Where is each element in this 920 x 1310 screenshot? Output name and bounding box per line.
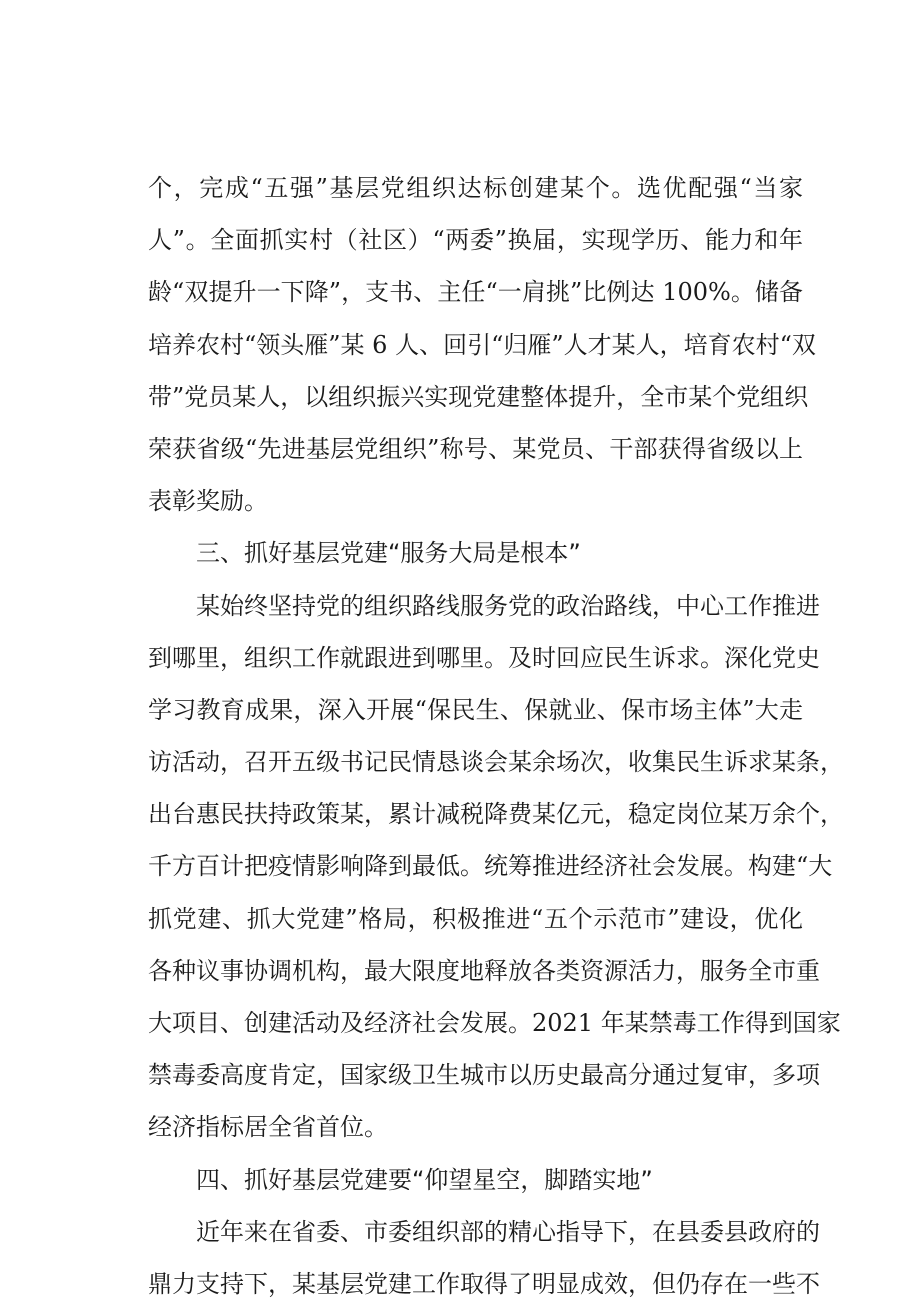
section-3-paragraph (148, 580, 844, 1154)
document-body (148, 162, 844, 1310)
paragraph-line: 出台惠民扶持政策某，累计减税降费某亿元，稳定岗位某万余个， (148, 800, 844, 829)
paragraph-line: 经济指标居全省首位。 (148, 1113, 388, 1142)
paragraph-line: 表彰奖励。 (148, 487, 268, 516)
paragraph-line: 学习教育成果，深入开展“保民生、保就业、保市场主体”大走 (148, 695, 803, 724)
paragraph-line: 鼎力支持下，某基层党建工作取得了明显成效，但仍存在一些不 (148, 1269, 820, 1298)
paragraph-line: 带”党员某人，以组织振兴实现党建整体提升，全市某个党组织 (148, 382, 809, 411)
paragraph-line: 千方百计把疫情影响降到最低。统筹推进经济社会发展。构建“大 (148, 852, 833, 881)
paragraph-1 (148, 162, 816, 527)
paragraph-line: 人”。全面抓实村（社区）“两委”换届，实现学历、能力和年 (148, 226, 803, 255)
paragraph-line: 某始终坚持党的组织路线服务党的政治路线，中心工作推进 (196, 591, 820, 620)
paragraph-line: 禁毒委高度肯定，国家级卫生城市以历史最高分通过复审，多项 (148, 1061, 820, 1090)
section-3-heading: 三、抓好基层党建“服务大局是根本” (196, 539, 581, 568)
section-4-paragraph (148, 1206, 820, 1310)
paragraph-line: 龄“双提升一下降”，支书、主任“一肩挑”比例达 100%。储备 (148, 278, 803, 307)
paragraph-line: 各种议事协调机构，最大限度地释放各类资源活力，服务全市重 (148, 956, 820, 985)
paragraph-line: 大项目、创建活动及经济社会发展。2021 年某禁毒工作得到国家 (148, 1009, 841, 1037)
section-4-heading: 四、抓好基层党建要“仰望星空，脚踏实地” (196, 1165, 653, 1194)
paragraph-line: 到哪里，组织工作就跟进到哪里。及时回应民生诉求。深化党史 (148, 643, 820, 672)
paragraph-line: 访活动，召开五级书记民情恳谈会某余场次，收集民生诉求某条， (148, 748, 844, 777)
paragraph-line: 抓党建、抓大党建”格局，积极推进“五个示范市”建设，优化 (148, 904, 803, 933)
paragraph-line: 近年来在省委、市委组织部的精心指导下，在县委县政府的 (196, 1217, 820, 1246)
paragraph-line: 培养农村“领头雁”某 6 人、回引“归雁”人才某人，培育农村“双 (148, 330, 816, 359)
paragraph-line: 荣获省级“先进基层党组织”称号、某党员、干部获得省级以上 (148, 434, 803, 463)
paragraph-line: 个，完成“五强”基层党组织达标创建某个。选优配强“当家 (148, 174, 803, 202)
